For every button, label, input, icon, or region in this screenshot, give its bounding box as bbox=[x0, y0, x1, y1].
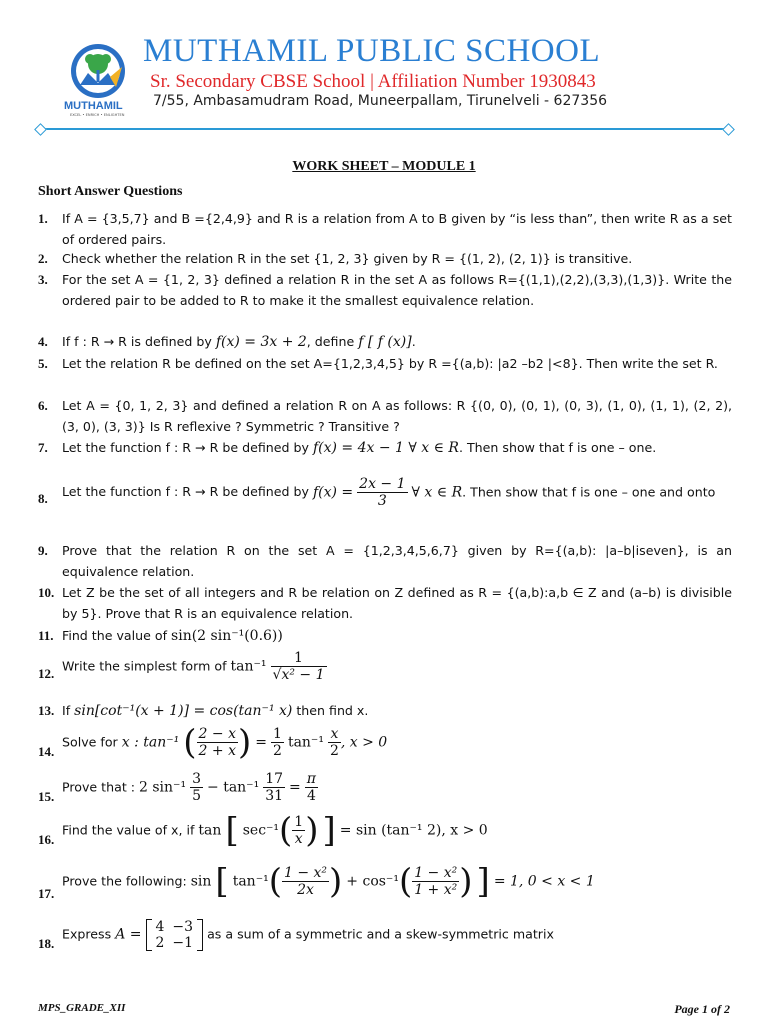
logo-text: MUTHAMIL bbox=[64, 100, 123, 112]
paren-left: ( bbox=[268, 861, 282, 902]
question-text: Let the relation R be defined on the set A={1,2,3,4,5} by R ={(a,b): |a2 –b2 |<8}. Then write the set R. bbox=[62, 356, 718, 371]
math-expression: tan⁻¹ bbox=[232, 873, 269, 890]
math-expression: f(x) = 3x + 2 bbox=[215, 334, 307, 350]
question bbox=[38, 582, 732, 624]
question bbox=[38, 331, 732, 353]
question-number: 1. bbox=[38, 211, 48, 226]
question-number: 6. bbox=[38, 398, 48, 413]
fraction: $\frac{17}{31}$ bbox=[265, 771, 284, 804]
school-address: 7/55, Ambasamudram Road, Muneerpallam, Tirunelveli - 627356 bbox=[153, 93, 608, 109]
question bbox=[38, 722, 732, 763]
matrix-cell: −1 bbox=[172, 934, 194, 951]
fraction: $\frac{\text{1 − x²}}{\text{1 + x²}}$ bbox=[414, 865, 458, 898]
question-text: Let the function f : R → R be defined by bbox=[62, 484, 313, 499]
paren-right: ) bbox=[329, 861, 343, 902]
math-expression: f(x) = bbox=[312, 484, 354, 501]
fraction: $\frac{2 - x}{2 + x}$ bbox=[198, 726, 236, 759]
question bbox=[38, 810, 732, 851]
fraction: $\frac{2x - 1}{3}$ bbox=[359, 476, 406, 509]
question bbox=[38, 269, 732, 311]
question-number: 16. bbox=[38, 832, 55, 847]
footer-page-number: Page 1 of 2 bbox=[674, 1002, 730, 1016]
bracket-left: [ bbox=[225, 810, 239, 851]
question-text: Write the simplest form of bbox=[62, 658, 231, 674]
math-expression: = 1, 0 < x < 1 bbox=[493, 873, 595, 890]
question-number: 11. bbox=[38, 628, 54, 643]
matrix bbox=[146, 919, 204, 951]
question-number: 12. bbox=[38, 666, 55, 681]
footer-grade-code: MPS_GRADE_XII bbox=[38, 1002, 126, 1014]
paren-right: ) bbox=[237, 722, 252, 763]
matrix-cell: 2 bbox=[155, 934, 165, 951]
question bbox=[38, 767, 732, 808]
question bbox=[38, 395, 732, 437]
matrix-cell: −3 bbox=[172, 918, 194, 935]
question-number: 7. bbox=[38, 440, 48, 455]
math-expression: f [ f (x)] bbox=[358, 334, 412, 350]
divider-diamond-right bbox=[722, 123, 735, 136]
question-number: 3. bbox=[38, 272, 48, 287]
math-expression: 2 sin⁻¹ bbox=[139, 779, 187, 796]
math-expression: = bbox=[255, 734, 267, 751]
question-text: Check whether the relation R in the set {1, 2, 3} given by R = {(1, 2), (2, 1)} is transitive. bbox=[62, 251, 633, 266]
question-text: Prove the following: bbox=[62, 873, 191, 889]
paren-left: ( bbox=[279, 810, 293, 851]
fraction: $\frac{1}{2}$ bbox=[273, 726, 282, 759]
question-text: , define bbox=[306, 334, 359, 349]
question-text: Let Z be the set of all integers and R be relation on Z defined as R = {(a,b):a,b ∈ Z and (a–b) is divisible by 5}. Prove that R is an equivalence relation. bbox=[62, 585, 732, 621]
question-number: 13. bbox=[38, 703, 55, 718]
question-text: Let the function f : R → R be defined by bbox=[62, 440, 313, 455]
logo-tagline: EXCEL • ENRICH • ENLIGHTEN bbox=[70, 113, 125, 117]
question-number: 10. bbox=[38, 585, 55, 600]
question-number: 4. bbox=[38, 334, 48, 349]
question-text: Find the value of x, if bbox=[62, 822, 199, 838]
fraction: $\frac{x}{2}$ bbox=[329, 726, 339, 759]
question-text: Find the value of bbox=[62, 628, 172, 643]
math-expression: x : tan⁻¹ bbox=[121, 734, 180, 751]
fraction: $\frac{1}{\text{√x² − 1}}$ bbox=[272, 650, 325, 683]
paren-right: ) bbox=[459, 861, 473, 902]
math-expression: ∀ x ∈ R bbox=[411, 484, 463, 501]
question bbox=[38, 540, 732, 582]
fraction: $\frac{\pi}{4}$ bbox=[306, 771, 316, 804]
math-expression: sin bbox=[190, 873, 212, 890]
question-number: 18. bbox=[38, 936, 55, 951]
question-number: 14. bbox=[38, 744, 55, 759]
question-text: If f : R → R is defined by bbox=[62, 334, 216, 349]
math-expression: = sin (tan⁻¹ 2), x > 0 bbox=[339, 822, 488, 839]
bracket-right: ] bbox=[322, 810, 336, 851]
question-number: 15. bbox=[38, 789, 55, 804]
question-text: Let A = {0, 1, 2, 3} and defined a relation R on A as follows: R {(0, 0), (0, 1), (0, 3), (1, 0), (1, 1), (2, 2), (3, 0), (3, 3)} Is R reflexive ? Symmetric ? Transitive ? bbox=[62, 398, 732, 434]
question bbox=[38, 700, 732, 722]
math-expression: tan⁻¹ bbox=[230, 658, 267, 675]
school-logo bbox=[62, 37, 142, 117]
school-affiliation: Sr. Secondary CBSE School | Affiliation Number 1930843 bbox=[150, 71, 596, 92]
question bbox=[38, 625, 732, 647]
question bbox=[38, 353, 732, 374]
question-text: Express bbox=[62, 926, 116, 942]
math-expression: , x > 0 bbox=[340, 734, 388, 751]
fraction: $\frac{\text{1 − x²}}{2x}$ bbox=[283, 865, 328, 898]
paren-left: ( bbox=[398, 861, 413, 902]
question-number: 9. bbox=[38, 543, 48, 558]
question-text: . Then show that f is one – one and onto bbox=[462, 484, 716, 500]
question-number: 17. bbox=[38, 886, 55, 901]
question bbox=[38, 208, 732, 250]
math-expression: sin(2 sin⁻¹(0.6)) bbox=[171, 628, 283, 644]
paren-left: ( bbox=[183, 722, 197, 763]
question-text: Prove that : bbox=[62, 779, 140, 795]
math-expression: tan⁻¹ bbox=[287, 734, 324, 751]
math-expression: A = bbox=[115, 926, 142, 943]
math-expression: − tan⁻¹ bbox=[207, 779, 260, 796]
question bbox=[38, 476, 732, 509]
question-text: Prove that the relation R on the set A = {1,2,3,4,5,6,7} given by R={(a,b): |a–b|iseven}, is an equivalence relation. bbox=[62, 543, 732, 579]
math-expression: sin[cot⁻¹(x + 1)] = cos(tan⁻¹ x) bbox=[74, 703, 293, 719]
math-expression: f(x) = 4x − 1 ∀ x ∈ R bbox=[312, 440, 459, 456]
question-text: . Then show that f is one – one. bbox=[458, 440, 657, 455]
bracket-left: [ bbox=[215, 861, 229, 902]
question bbox=[38, 648, 732, 685]
question bbox=[38, 858, 732, 905]
fraction: $\frac{3}{5}$ bbox=[192, 771, 201, 804]
bracket-right: ] bbox=[476, 861, 490, 902]
section-title: Short Answer Questions bbox=[38, 184, 183, 199]
math-expression: + cos⁻¹ bbox=[346, 873, 399, 890]
fraction: $\frac{1}{x}$ bbox=[294, 814, 304, 847]
question-number: 5. bbox=[38, 356, 48, 371]
matrix-cell: 4 bbox=[155, 918, 165, 935]
question-text: If A = {3,5,7} and B ={2,4,9} and R is a relation from A to B given by “is less than”, then write R as a set of ordered pairs. bbox=[62, 211, 732, 247]
divider-diamond-left bbox=[34, 123, 47, 136]
paren-right: ) bbox=[305, 810, 319, 851]
question-text: then find x. bbox=[292, 703, 369, 718]
question bbox=[38, 914, 732, 955]
math-expression: tan bbox=[198, 822, 222, 839]
math-expression: = bbox=[289, 779, 301, 796]
header-divider bbox=[40, 128, 728, 130]
question-number: 8. bbox=[38, 491, 48, 506]
question-text: If bbox=[62, 703, 75, 718]
math-expression: sec⁻¹ bbox=[242, 822, 280, 839]
worksheet-title: WORK SHEET – MODULE 1 bbox=[292, 159, 476, 174]
school-name: MUTHAMIL PUBLIC SCHOOL bbox=[143, 33, 601, 69]
question-text: For the set A = {1, 2, 3} defined a relation R in the set A as follows R={(1,1),(2,2),(3,3),(1,3)}. Write the ordered pair to be added to R to make it the smallest equivalence relation. bbox=[62, 272, 732, 308]
question-number: 2. bbox=[38, 251, 48, 266]
question bbox=[38, 248, 732, 269]
question bbox=[38, 437, 732, 459]
question-text: Solve for bbox=[62, 734, 122, 750]
question-text: . bbox=[411, 334, 416, 349]
question-text: as a sum of a symmetric and a skew-symmetric matrix bbox=[207, 926, 554, 942]
